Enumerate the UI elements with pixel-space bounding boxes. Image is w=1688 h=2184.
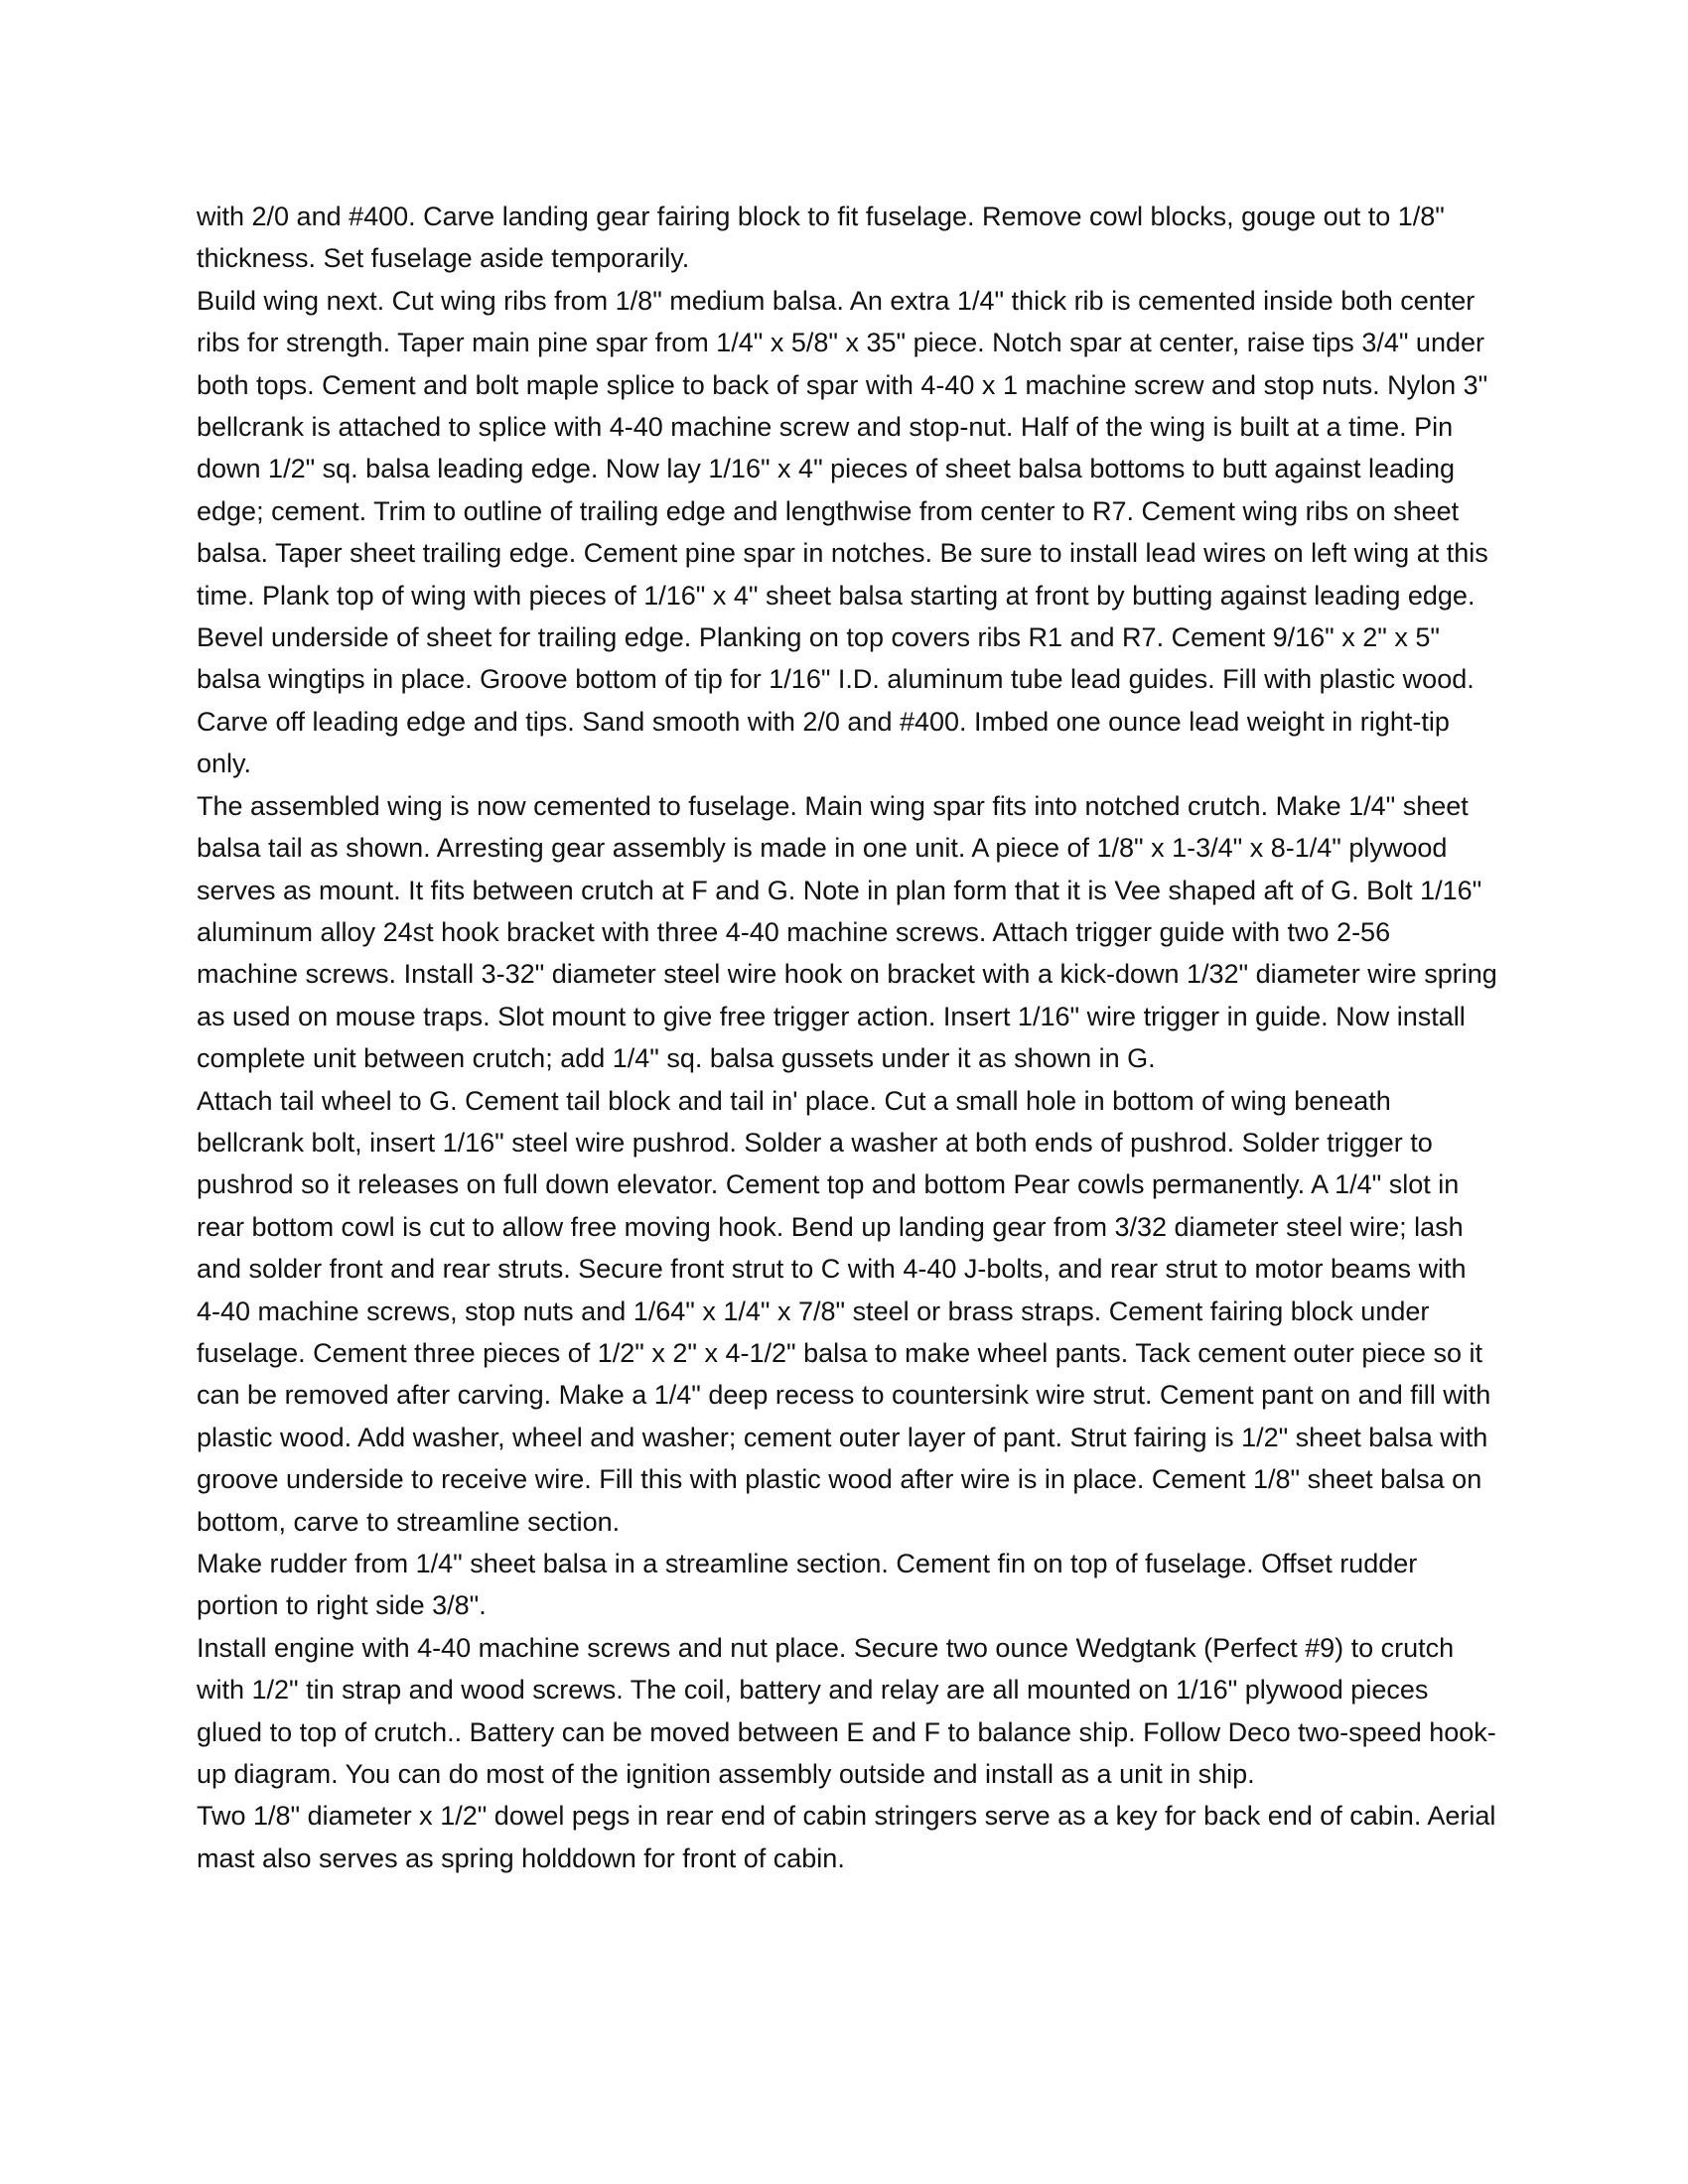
paragraph-engine-install: Install engine with 4-40 machine screws and nut place. Secure two ounce Wedgtank (Perfect #9) to crutch with 1/2" tin strap and wood screws. The coil, battery and relay are all mounted on 1/16" plywood pieces glued to top of crutch.. Battery can be moved between E and F to balance ship. Follow Deco two-speed hook-up diagram. You can do most of the ignition assembly outside and install as a unit in ship. (197, 1632, 1496, 1790)
paragraph-rudder: Make rudder from 1/4" sheet balsa in a streamline section. Cement fin on top of fuselage. Offset rudder portion to right side 3/8". (197, 1549, 1418, 1621)
paragraph-arresting-gear: The assembled wing is now cemented to fuselage. Main wing spar fits into notched crutch. Make 1/4" sheet balsa tail as shown. Arresting gear assembly is made in one unit. A piece of 1/8" x 1-3/4" x 8-1/4" plywood serves as mount. It fits between crutch at F and G. Note in plan form that it is Vee shaped aft of G. Bolt 1/16" aluminum alloy 24st hook bracket with three 4-40 machine screws. Attach trigger guide with two 2-56 machine screws. Install 3-32" diameter steel wire hook on bracket with a kick-down 1/32" diameter wire spring as used on mouse traps. Slot mount to give free trigger action. Insert 1/16" wire trigger in guide. Now install complete unit between crutch; add 1/4" sq. balsa gussets under it as shown in G. (197, 790, 1497, 1074)
document-body (197, 196, 1497, 1879)
paragraph-landing-gear: Attach tail wheel to G. Cement tail block and tail in' place. Cut a small hole in bottom of wing beneath bellcrank bolt, insert 1/16" steel wire pushrod. Solder a washer at both ends of pushrod. Solder trigger to pushrod so it releases on full down elevator. Cement top and bottom Pear cowls permanently. A 1/4" slot in rear bottom cowl is cut to allow free moving hook. Bend up landing gear from 3/32 diameter steel wire; lash and solder front and rear struts. Secure front strut to C with 4-40 J-bolts, and rear strut to motor beams with 4-40 machine screws, stop nuts and 1/64" x 1/4" x 7/8" steel or brass straps. Cement fairing block under fuselage. Cement three pieces of 1/2" x 2" x 4-1/2" balsa to make wheel pants. Tack cement outer piece so it can be removed after carving. Make a 1/4" deep recess to countersink wire strut. Cement pant on and fill with plastic wood. Add washer, wheel and washer; cement outer layer of pant. Strut fairing is 1/2" sheet balsa with groove underside to receive wire. Fill this with plastic wood after wire is in place. Cement 1/8" sheet balsa on bottom, carve to streamline section. (197, 1085, 1491, 1537)
paragraph-fuselage-finish: with 2/0 and #400. Carve landing gear fairing block to fit fuselage. Remove cowl blocks, gouge out to 1/8" thickness. Set fuselage aside temporarily. (197, 202, 1445, 274)
paragraph-build-wing: Build wing next. Cut wing ribs from 1/8" medium balsa. An extra 1/4" thick rib is cemented inside both center ribs for strength. Taper main pine spar from 1/4" x 5/8" x 35" piece. Notch spar at center, raise tips 3/4" under both tops. Cement and bolt maple splice to back of spar with 4-40 x 1 machine screw and stop nuts. Nylon 3" bellcrank is attached to splice with 4-40 machine screw and stop-nut. Half of the wing is built at a time. Pin down 1/2" sq. balsa leading edge. Now lay 1/16" x 4" pieces of sheet balsa bottoms to butt against leading edge; cement. Trim to outline of trailing edge and lengthwise from center to R7. Cement wing ribs on sheet balsa. Taper sheet trailing edge. Cement pine spar in notches. Be sure to install lead wires on left wing at this time. Plank top of wing with pieces of 1/16" x 4" sheet balsa starting at front by butting against leading edge. Bevel underside of sheet for trailing edge. Planking on top covers ribs R1 and R7. Cement 9/16" x 2" x 5" balsa wingtips in place. Groove bottom of tip for 1/16" I.D. aluminum tube lead guides. Fill with plastic wood. Carve off leading edge and tips. Sand smooth with 2/0 and #400. Imbed one ounce lead weight in right-tip only. (197, 285, 1488, 779)
paragraph-cabin-pegs: Two 1/8" diameter x 1/2" dowel pegs in rear end of cabin stringers serve as a key for back end of cabin. Aerial mast also serves as spring holddown for front of cabin. (197, 1801, 1496, 1873)
